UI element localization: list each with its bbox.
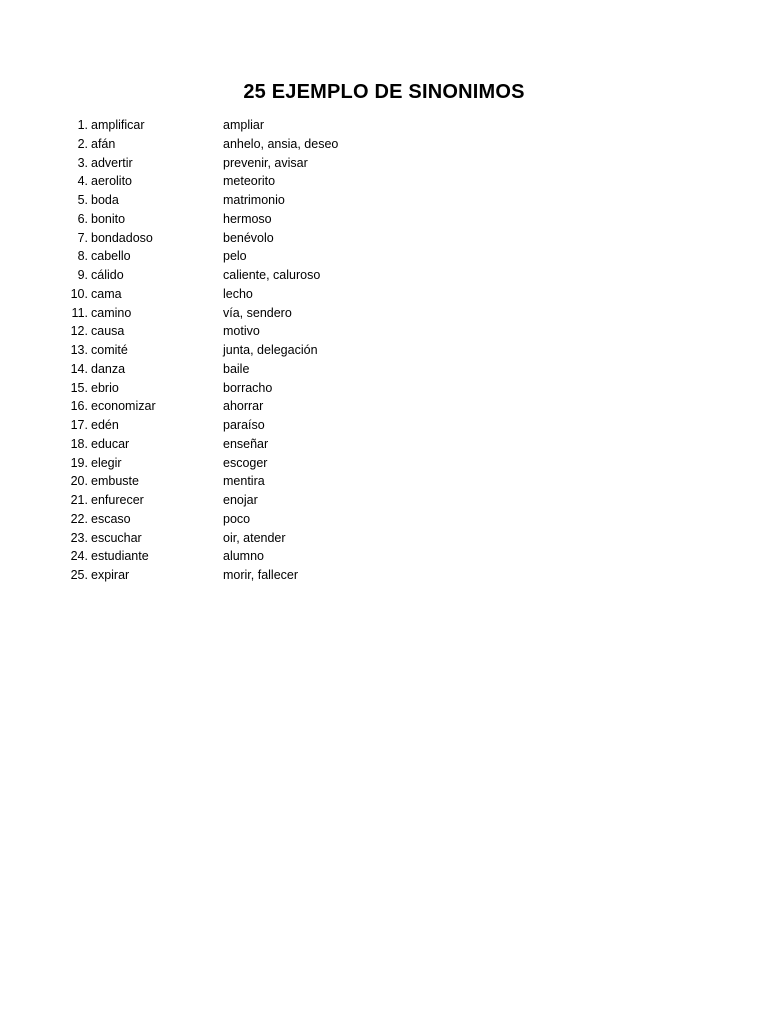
list-item: [60, 547, 720, 566]
item-word: cabello: [91, 249, 131, 264]
item-word: escuchar: [91, 530, 142, 545]
list-item: [60, 285, 720, 304]
item-number: 25.: [70, 568, 88, 582]
list-item: [60, 322, 720, 341]
item-word: economizar: [91, 399, 156, 414]
list-item: [60, 472, 720, 491]
list-item: [60, 172, 720, 191]
item-synonym: ahorrar: [223, 399, 264, 414]
item-word: causa: [91, 324, 125, 339]
item-word: amplificar: [91, 118, 145, 132]
list-item: [60, 210, 720, 229]
item-synonym: junta, delegación: [223, 343, 318, 357]
list-item: [60, 566, 720, 585]
list-item: [60, 435, 720, 454]
list-item: [60, 116, 720, 135]
list-item: [60, 341, 720, 360]
item-word: cama: [91, 286, 122, 301]
item-synonym: escoger: [223, 455, 268, 470]
item-synonym: borracho: [223, 380, 273, 395]
item-number: 2.: [77, 136, 88, 151]
item-word: comité: [91, 343, 128, 357]
list-item: [60, 191, 720, 210]
item-synonym: caliente, caluroso: [223, 268, 321, 282]
item-number: 17.: [70, 418, 88, 432]
item-number: 12.: [70, 324, 88, 339]
item-number: 1.: [77, 118, 88, 132]
list-item: [60, 229, 720, 248]
list-item: [60, 379, 720, 398]
item-synonym: poco: [223, 511, 251, 526]
item-word: aerolito: [91, 174, 132, 189]
item-word: bondadoso: [91, 230, 153, 245]
item-synonym: baile: [223, 361, 250, 376]
item-synonym: oir, atender: [223, 530, 286, 545]
item-synonym: vía, sendero: [223, 305, 292, 320]
list-item: [60, 529, 720, 548]
list-item: [60, 416, 720, 435]
item-number: 6.: [77, 211, 88, 226]
item-number: 15.: [70, 380, 88, 395]
item-number: 5.: [77, 193, 88, 207]
item-word: danza: [91, 361, 126, 376]
list-item: [60, 360, 720, 379]
item-word: bonito: [91, 211, 126, 226]
item-synonym: pelo: [223, 249, 247, 264]
synonym-list: [60, 116, 720, 585]
item-number: 18.: [70, 436, 88, 451]
list-item: [60, 304, 720, 323]
page-title: 25 EJEMPLO DE SINONIMOS: [243, 81, 525, 103]
item-word: enfurecer: [91, 493, 144, 507]
item-number: 22.: [70, 511, 88, 526]
item-synonym: anhelo, ansia, deseo: [223, 136, 339, 151]
item-number: 3.: [77, 155, 88, 170]
item-number: 21.: [70, 493, 88, 507]
item-number: 8.: [77, 249, 88, 264]
item-synonym: lecho: [223, 286, 253, 301]
list-item: [60, 491, 720, 510]
item-number: 9.: [77, 268, 88, 282]
item-synonym: morir, fallecer: [223, 568, 299, 582]
item-synonym: matrimonio: [223, 193, 285, 207]
item-word: estudiante: [91, 549, 149, 564]
item-word: edén: [91, 418, 119, 432]
item-word: escaso: [91, 511, 131, 526]
item-number: 10.: [70, 286, 88, 301]
list-item: [60, 454, 720, 473]
list-item: [60, 247, 720, 266]
item-word: camino: [91, 305, 132, 320]
item-number: 11.: [71, 305, 88, 320]
item-synonym: paraíso: [223, 418, 265, 432]
item-word: elegir: [91, 455, 122, 470]
item-synonym: alumno: [223, 549, 264, 564]
item-synonym: mentira: [223, 474, 265, 489]
item-number: 19.: [70, 455, 88, 470]
item-synonym: ampliar: [223, 118, 264, 132]
item-number: 24.: [70, 549, 88, 564]
item-word: ebrio: [91, 380, 119, 395]
item-word: boda: [91, 193, 119, 207]
list-item: [60, 154, 720, 173]
item-word: advertir: [91, 155, 133, 170]
item-word: cálido: [91, 268, 124, 282]
item-word: embuste: [91, 474, 139, 489]
list-item: [60, 135, 720, 154]
item-number: 16.: [70, 399, 88, 414]
item-word: educar: [91, 436, 130, 451]
item-number: 4.: [77, 174, 88, 189]
item-synonym: prevenir, avisar: [223, 155, 308, 170]
item-synonym: meteorito: [223, 174, 276, 189]
item-number: 14.: [70, 361, 88, 376]
item-synonym: motivo: [223, 324, 260, 339]
item-word: expirar: [91, 568, 130, 582]
item-number: 20.: [70, 474, 88, 489]
item-number: 13.: [70, 343, 88, 357]
list-item: [60, 510, 720, 529]
list-item: [60, 266, 720, 285]
item-number: 23.: [70, 530, 88, 545]
item-synonym: hermoso: [223, 211, 272, 226]
item-word: afán: [91, 136, 116, 151]
item-synonym: enseñar: [223, 436, 269, 451]
item-number: 7.: [77, 230, 88, 245]
item-synonym: benévolo: [223, 230, 274, 245]
item-synonym: enojar: [223, 493, 258, 507]
list-item: [60, 397, 720, 416]
